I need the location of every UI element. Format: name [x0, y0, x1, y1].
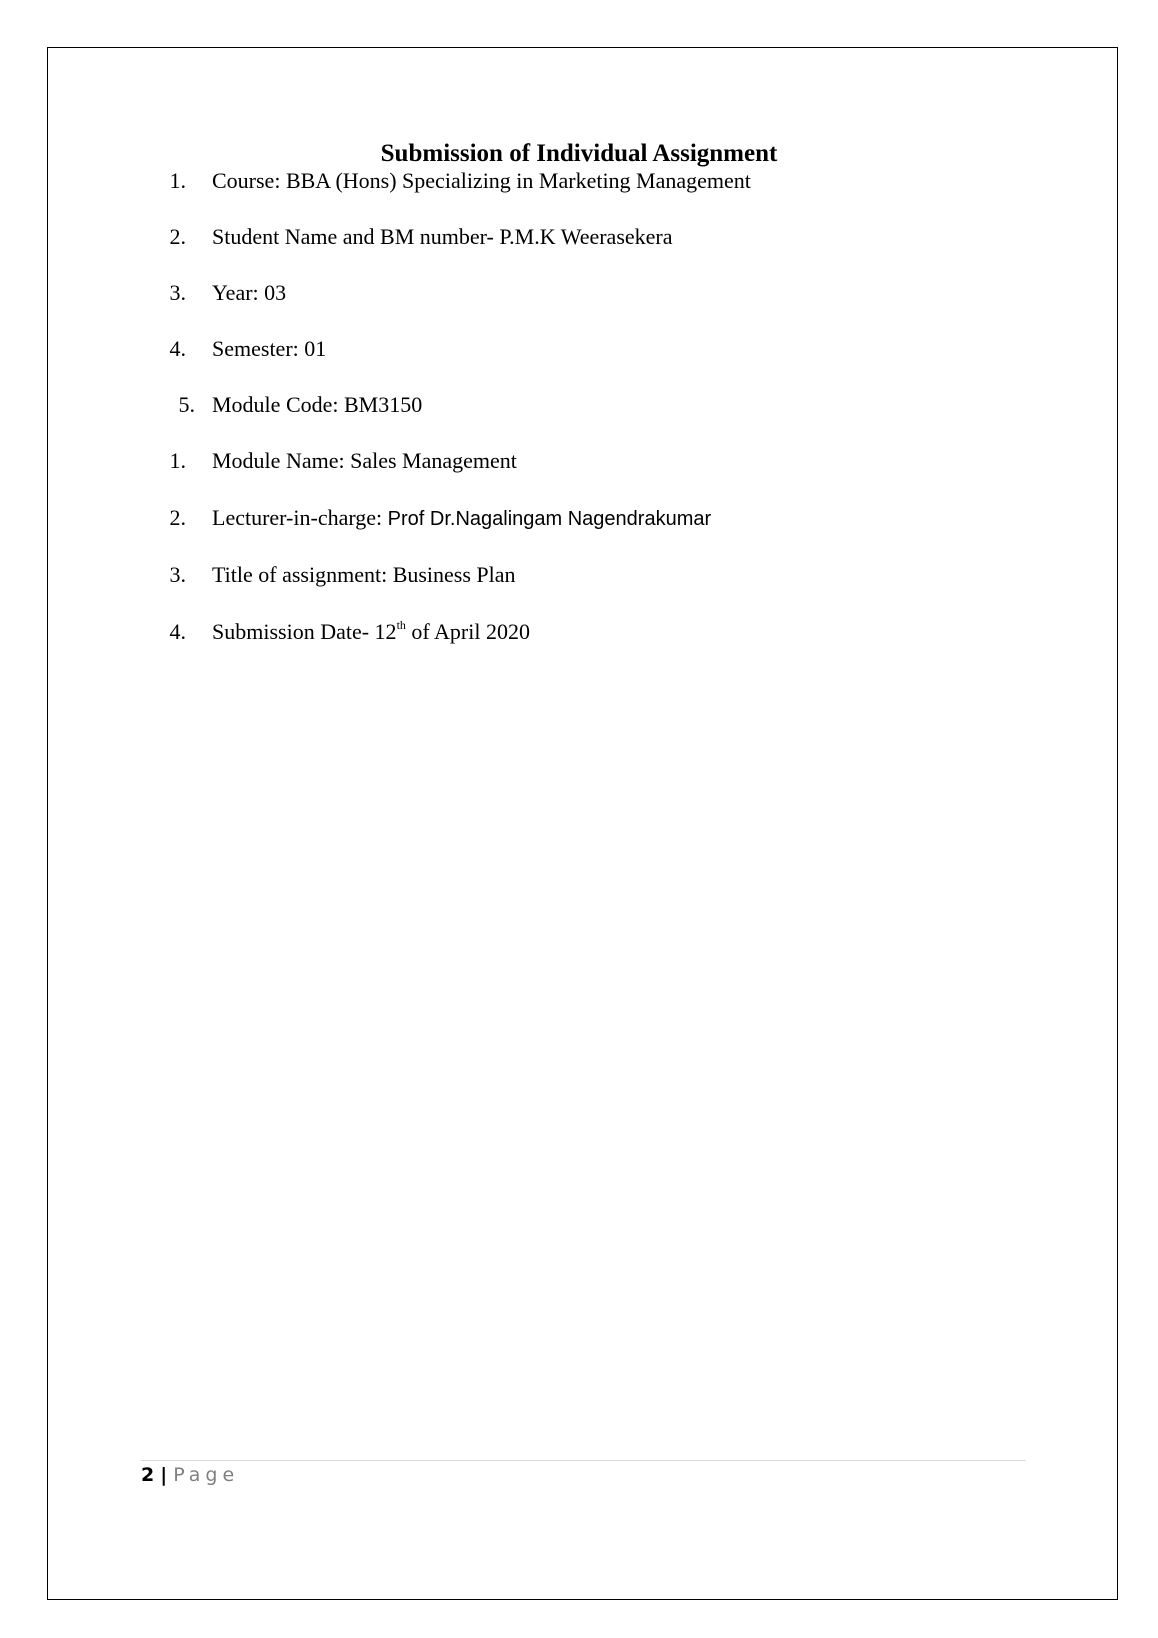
- page-label: Page: [173, 1464, 240, 1486]
- list-text: Title of assignment: Business Plan: [212, 562, 516, 587]
- document-title: Submission of Individual Assignment: [380, 140, 778, 167]
- page-footer: [141, 1462, 239, 1488]
- page-number: 2: [141, 1464, 155, 1486]
- page-separator: |: [160, 1464, 168, 1486]
- list-number: 4.: [169, 336, 186, 361]
- lecturer-label: Lecturer-in-charge:: [212, 505, 388, 530]
- list-text: [212, 617, 530, 647]
- date-superscript: th: [396, 617, 406, 632]
- list-number: 2.: [169, 224, 186, 249]
- list-number: 2.: [169, 505, 186, 530]
- list-text: Year: 03: [212, 280, 287, 305]
- list-text: Student Name and BM number- P.M.K Weerasekera: [212, 224, 673, 249]
- list-number: 4.: [169, 619, 186, 644]
- list-text: [212, 503, 711, 534]
- list-number: 1.: [169, 448, 186, 473]
- list-number: 1.: [169, 168, 186, 193]
- footer-divider: [141, 1460, 1026, 1461]
- list-text: Semester: 01: [212, 336, 327, 361]
- lecturer-name: Prof Dr.Nagalingam Nagendrakumar: [387, 508, 712, 530]
- list-text: Module Code: BM3150: [212, 392, 423, 417]
- list-number: 3.: [169, 562, 186, 587]
- list-number: 3.: [169, 280, 186, 305]
- date-prefix: Submission Date- 12: [212, 619, 397, 644]
- page-border: [47, 47, 1118, 1600]
- list-text: Course: BBA (Hons) Specializing in Marketing Management: [212, 168, 751, 193]
- list-text: Module Name: Sales Management: [212, 448, 517, 473]
- list-number: 5.: [178, 392, 195, 417]
- date-suffix: of April 2020: [405, 619, 530, 644]
